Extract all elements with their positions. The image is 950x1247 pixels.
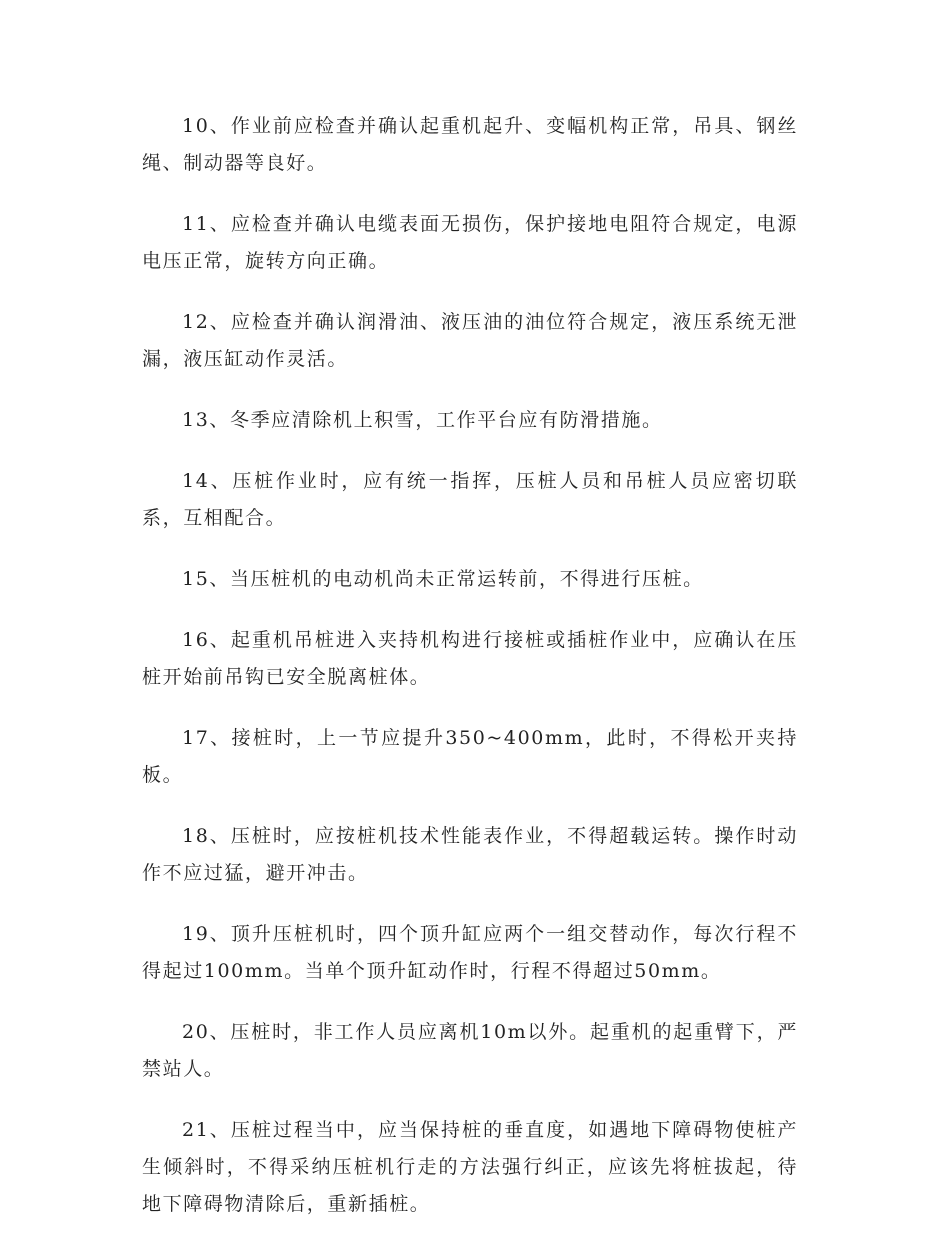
paragraph-10: 10、作业前应检查并确认起重机起升、变幅机构正常，吊具、钢丝绳、制动器等良好。 <box>142 115 798 174</box>
paragraph-14: 14、压桩作业时，应有统一指挥，压桩人员和吊桩人员应密切联系，互相配合。 <box>142 470 798 529</box>
paragraph-18: 18、压桩时，应按桩机技术性能表作业，不得超载运转。操作时动作不应过猛，避开冲击。 <box>142 825 798 884</box>
paragraph-19: 19、顶升压桩机时，四个顶升缸应两个一组交替动作，每次行程不得起过100mm。当单个顶升缸动作时，行程不得超过50mm。 <box>142 923 798 982</box>
paragraph-12: 12、应检查并确认润滑油、液压油的油位符合规定，液压系统无泄漏，液压缸动作灵活。 <box>142 311 798 370</box>
document-body <box>142 108 798 1247</box>
paragraph-16: 16、起重机吊桩进入夹持机构进行接桩或插桩作业中，应确认在压桩开始前吊钩已安全脱离桩体。 <box>142 629 798 688</box>
paragraph-13: 13、冬季应清除机上积雪，工作平台应有防滑措施。 <box>182 409 663 431</box>
paragraph-11: 11、应检查并确认电缆表面无损伤，保护接地电阻符合规定，电源电压正常，旋转方向正确。 <box>142 213 798 272</box>
paragraph-20: 20、压桩时，非工作人员应离机10m以外。起重机的起重臂下，严禁站人。 <box>142 1021 798 1080</box>
paragraph-21: 21、压桩过程当中，应当保持桩的垂直度，如遇地下障碍物使桩产生倾斜时，不得采纳压桩机行走的方法强行纠正，应该先将桩拔起，待地下障碍物清除后，重新插桩。 <box>142 1119 798 1215</box>
paragraph-15: 15、当压桩机的电动机尚未正常运转前，不得进行压桩。 <box>182 568 704 590</box>
paragraph-17: 17、接桩时，上一节应提升350~400mm，此时，不得松开夹持板。 <box>142 727 798 786</box>
